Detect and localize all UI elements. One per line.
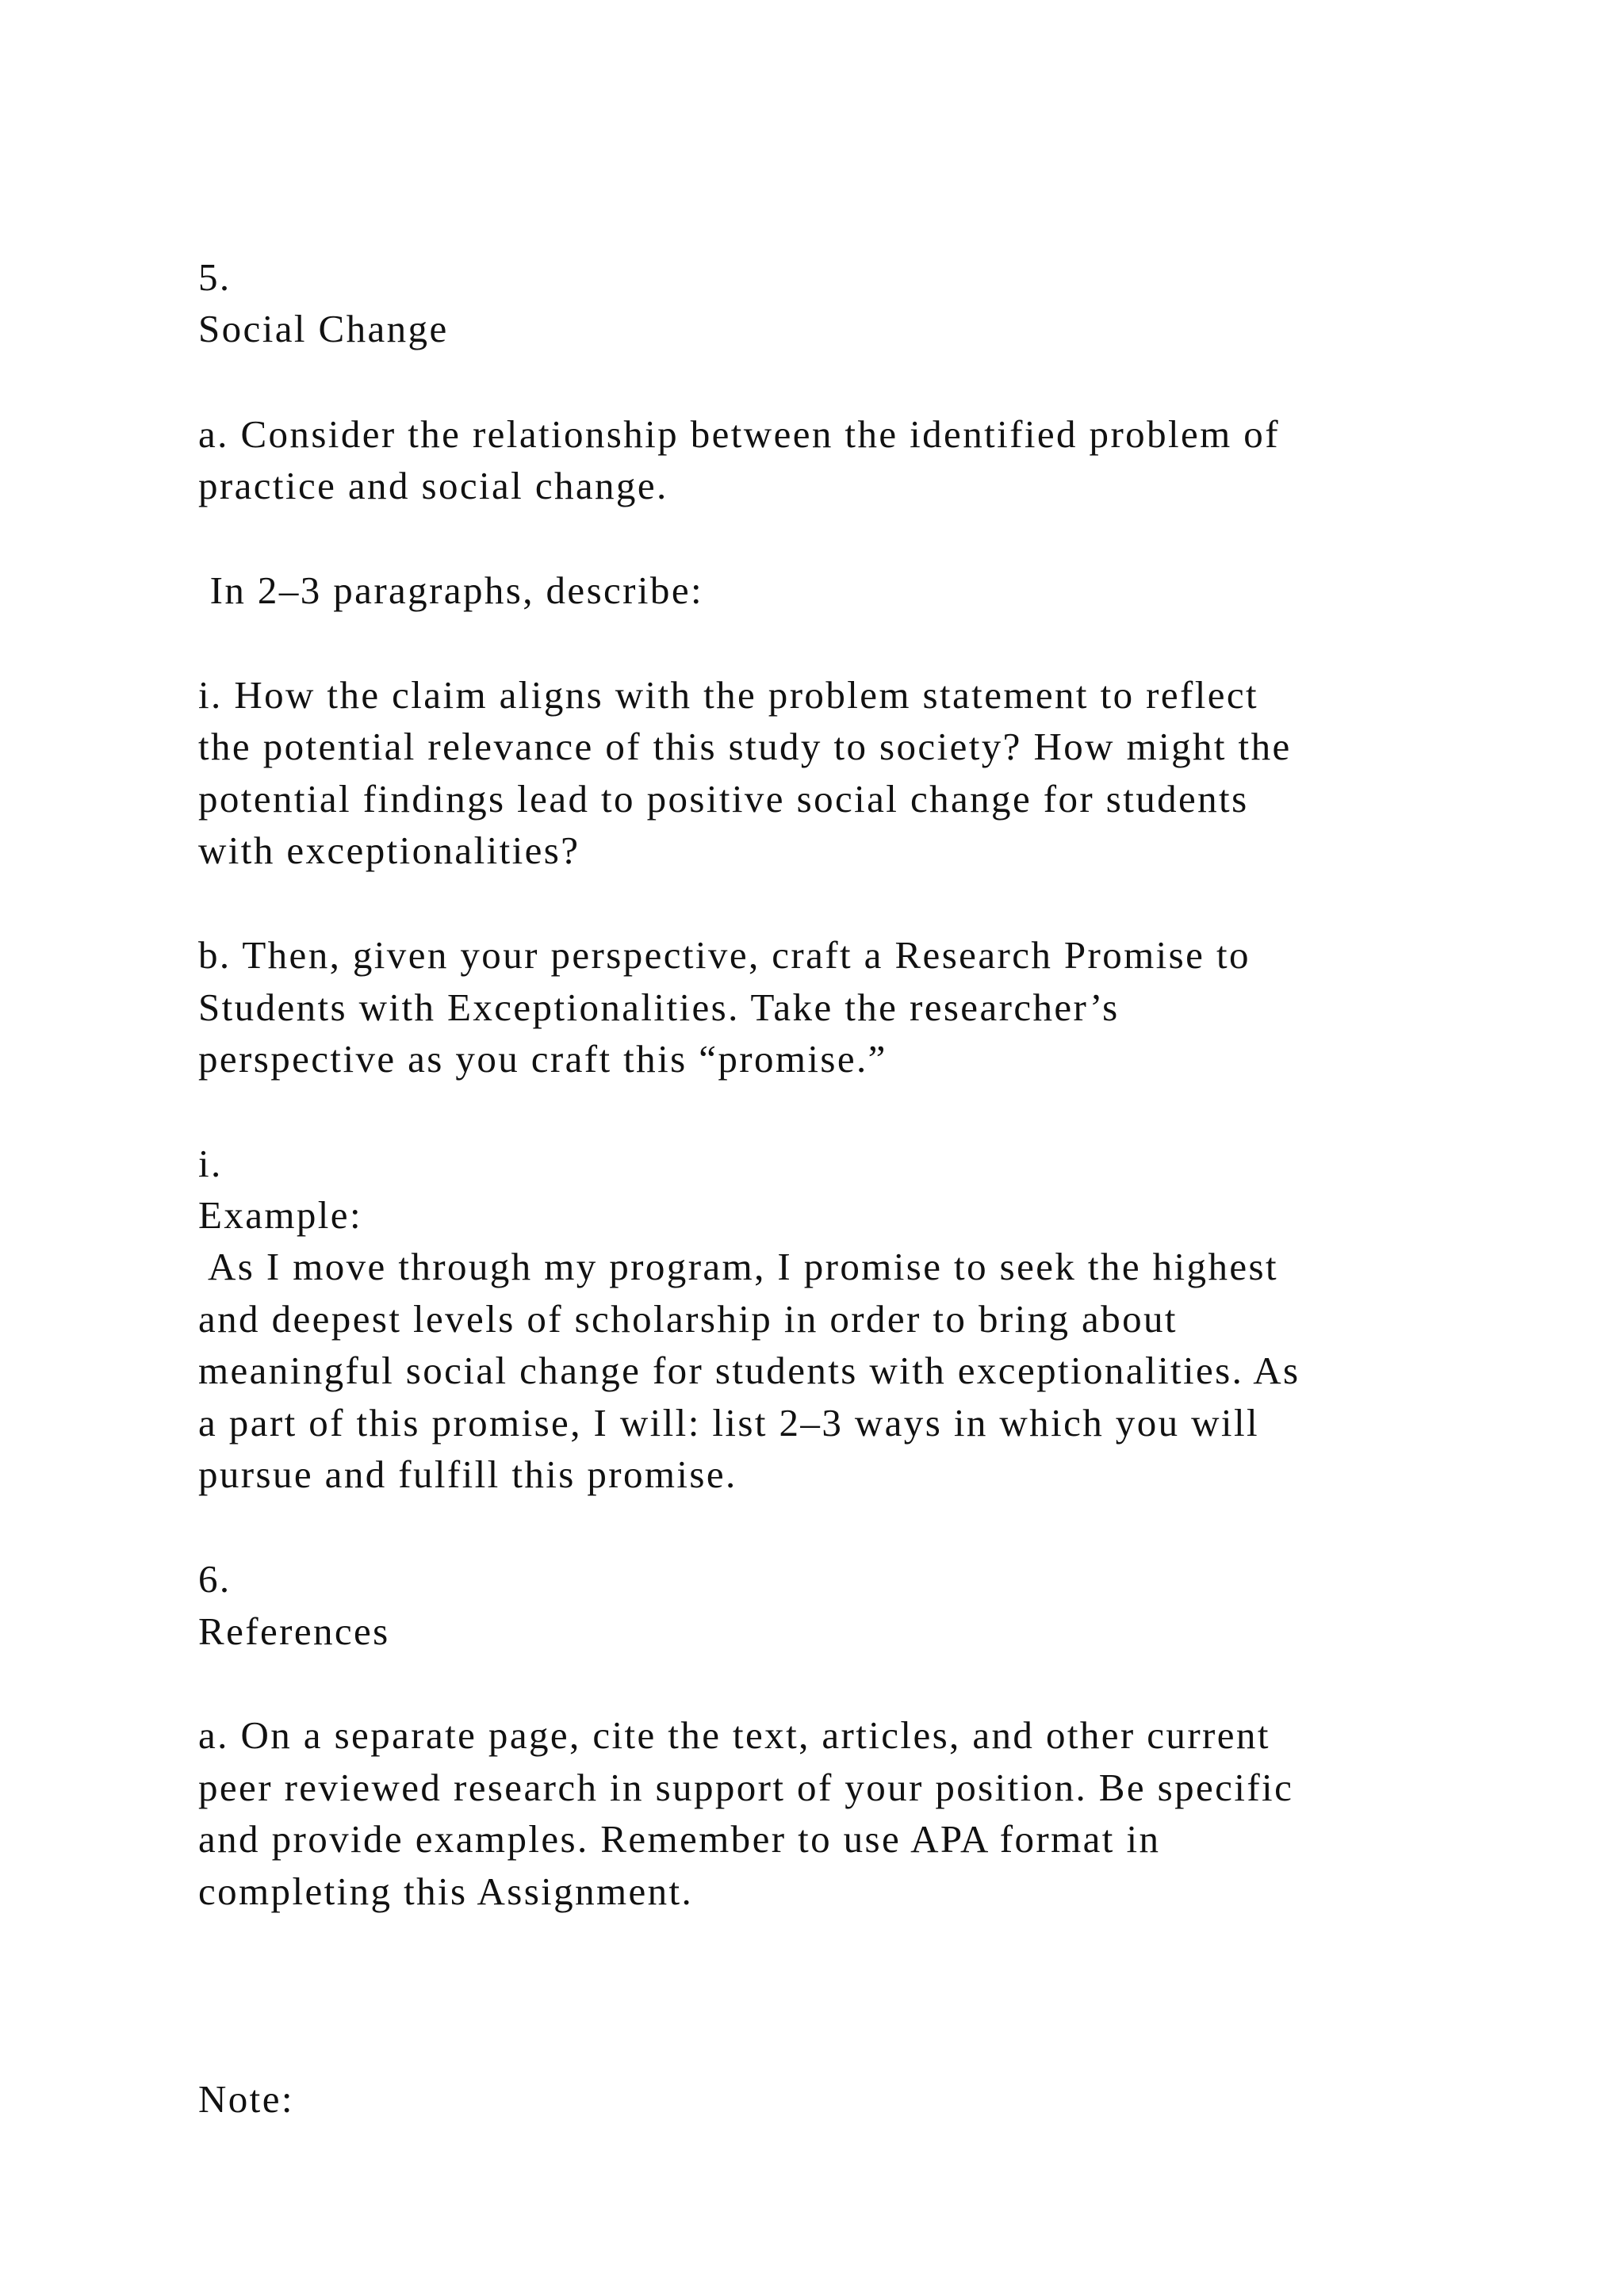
example-label: Example: <box>198 1193 362 1237</box>
example-text-line-3: meaningful social change for students with exceptionalities. As <box>198 1349 1300 1392</box>
section-5-item-i-line-1: i. How the claim aligns with the problem statement to reflect <box>198 673 1259 717</box>
section-6-title: References <box>198 1609 390 1653</box>
example-marker: i. <box>198 1142 223 1185</box>
section-6-item-a-line-3: and provide examples. Remember to use APA format in <box>198 1817 1161 1861</box>
section-5-instruction: In 2–3 paragraphs, describe: <box>198 568 703 612</box>
section-5-number: 5. <box>198 255 232 299</box>
section-5-item-b-line-3: perspective as you craft this “promise.” <box>198 1037 887 1081</box>
example-text-line-2: and deepest levels of scholarship in order to bring about <box>198 1297 1178 1341</box>
section-5-item-a-line-1: a. Consider the relationship between the identified problem of <box>198 412 1280 456</box>
section-6-item-a-line-2: peer reviewed research in support of your position. Be specific <box>198 1766 1294 1809</box>
section-5-item-i-line-3: potential findings lead to positive social change for students <box>198 777 1249 821</box>
section-6-item-a-line-4: completing this Assignment. <box>198 1869 694 1913</box>
section-5-item-b-line-1: b. Then, given your perspective, craft a Research Promise to <box>198 933 1251 977</box>
section-5-item-i-line-2: the potential relevance of this study to society? How might the <box>198 725 1292 768</box>
section-5-item-a-line-2: practice and social change. <box>198 464 668 507</box>
note-label: Note: <box>198 2077 294 2121</box>
section-6-number: 6. <box>198 1557 232 1601</box>
section-5-item-i-line-4: with exceptionalities? <box>198 828 580 872</box>
example-text-line-1: As I move through my program, I promise to seek the highest <box>198 1245 1278 1288</box>
section-5-title: Social Change <box>198 307 449 350</box>
example-text-line-4: a part of this promise, I will: list 2–3 ways in which you will <box>198 1401 1259 1445</box>
section-6-item-a-line-1: a. On a separate page, cite the text, articles, and other current <box>198 1713 1270 1757</box>
example-text-line-5: pursue and fulfill this promise. <box>198 1452 737 1496</box>
section-5-item-b-line-2: Students with Exceptionalities. Take the researcher’s <box>198 985 1120 1029</box>
